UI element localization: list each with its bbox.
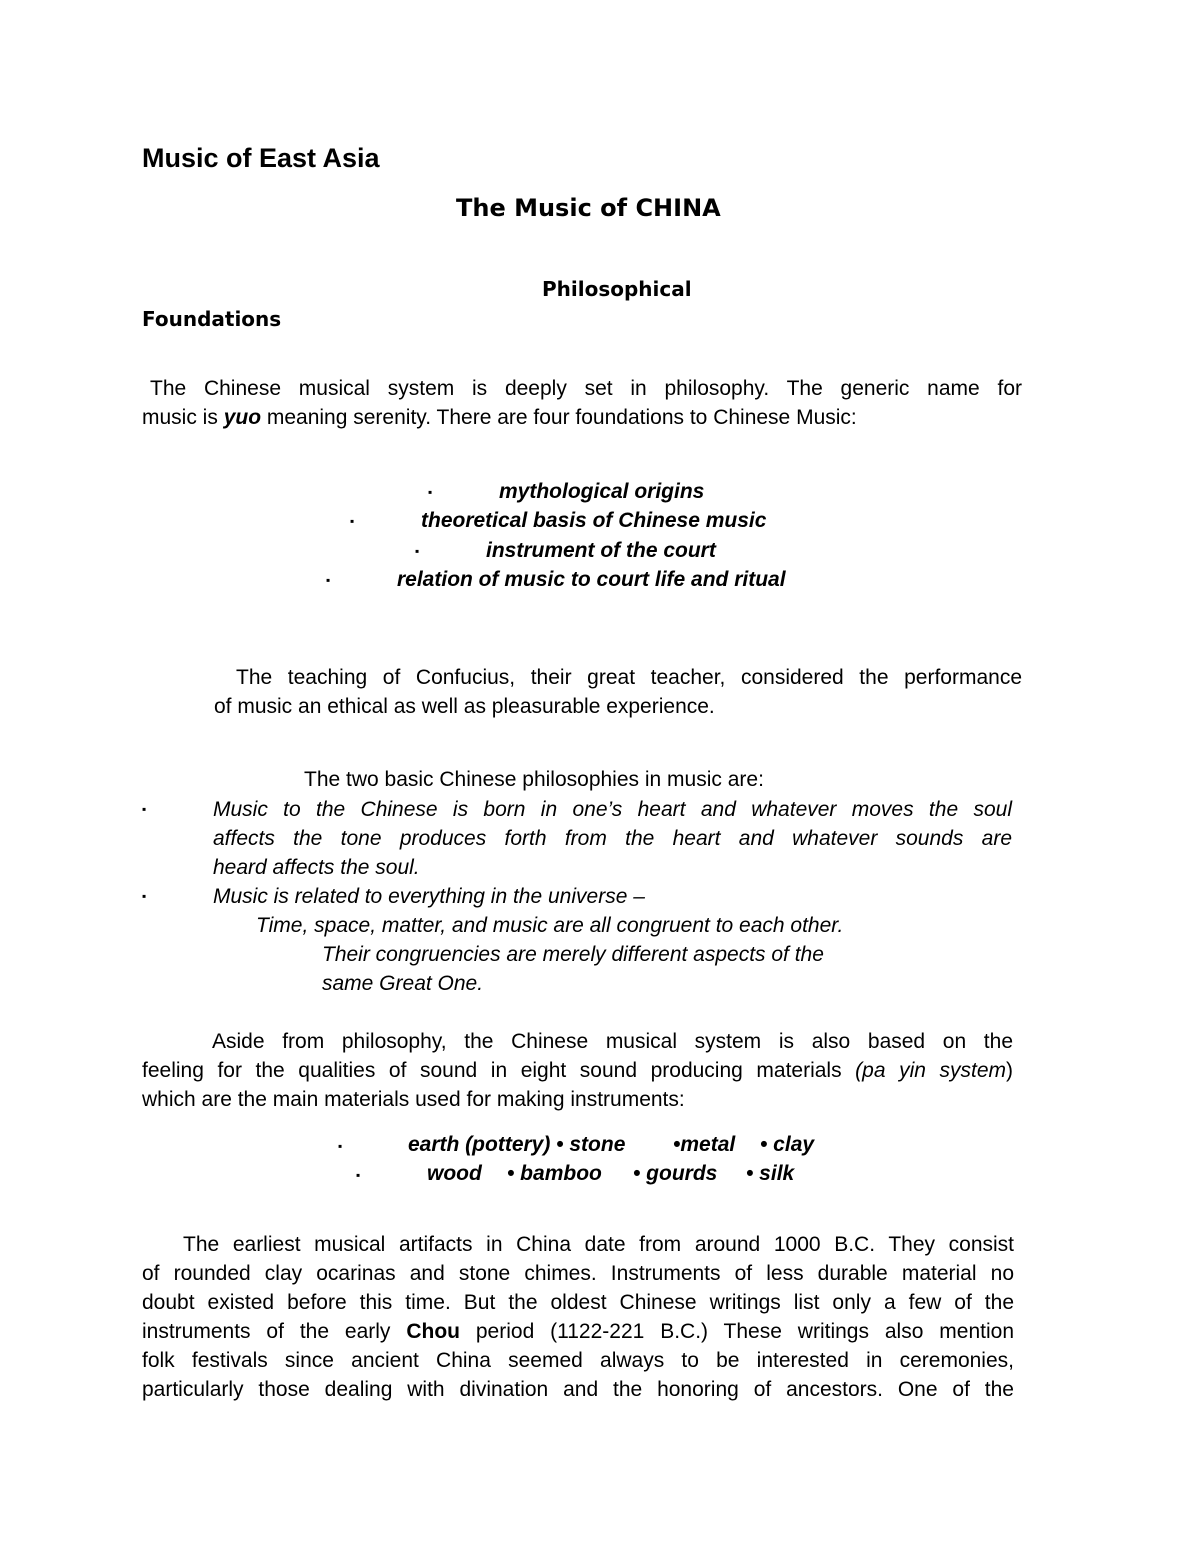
heading-foundations: Foundations <box>142 307 282 331</box>
bullet-icon: ▪ <box>428 485 433 499</box>
materials-line-3: which are the main materials used for making instruments: <box>142 1088 685 1111</box>
materials-line-2: feeling for the qualities of sound in eight sound producing materials (pa yin system) <box>142 1059 1013 1082</box>
history-line-1: The earliest musical artifacts in China date from around 1000 B.C. They consist <box>183 1233 1014 1256</box>
material-item: wood <box>427 1162 482 1185</box>
intro-paragraph <box>142 374 1022 432</box>
philosophies-intro: The two basic Chinese philosophies in music are: <box>304 768 764 791</box>
material-item: • gourds <box>633 1162 718 1185</box>
heading-philosophical: Philosophical <box>542 277 692 301</box>
confucius-paragraph <box>214 663 1022 721</box>
history-line-6: particularly those dealing with divination and the honoring of ancestors. One of the <box>142 1378 1014 1401</box>
bullet-icon: ▪ <box>356 1168 361 1182</box>
bullet-icon: ▪ <box>142 889 147 903</box>
document-title: Music of East Asia <box>142 143 380 173</box>
term-pa-yin: (pa yin system <box>855 1059 1006 1082</box>
term-chou: Chou <box>406 1320 460 1343</box>
philosophy-item-1: Music to the Chinese is born in one’s heart and whatever moves the soul affects the tone produces forth from the heart and whatever sounds are heard affects the soul. <box>213 798 1012 879</box>
history-line-5: folk festivals since ancient China seemed always to be interested in ceremonies, <box>142 1349 1014 1372</box>
term-yuo: yuo <box>223 406 262 429</box>
history-line-4: instruments of the early Chou period (1122-221 B.C.) These writings also mention <box>142 1320 1014 1343</box>
material-item: • silk <box>746 1162 795 1185</box>
foundation-item: theoretical basis of Chinese music <box>421 509 767 532</box>
foundation-item: relation of music to court life and ritual <box>397 568 786 591</box>
materials-line-1: Aside from philosophy, the Chinese musical system is also based on the <box>212 1030 1013 1053</box>
foundation-item: instrument of the court <box>486 539 716 562</box>
history-line-2: of rounded clay ocarinas and stone chimes. Instruments of less durable material no <box>142 1262 1014 1285</box>
bullet-icon: ▪ <box>338 1139 343 1153</box>
materials-paragraph <box>142 1027 1013 1114</box>
section-title: The Music of CHINA <box>456 194 721 222</box>
confucius-line-1: The teaching of Confucius, their great teacher, considered the performance <box>236 666 1022 689</box>
bullet-icon: ▪ <box>415 544 420 558</box>
material-item: •metal <box>673 1133 736 1156</box>
intro-line-1: The Chinese musical system is deeply set in philosophy. The generic name for <box>150 377 1022 400</box>
material-item: earth (pottery) • stone <box>408 1133 626 1156</box>
confucius-line-2: of music an ethical as well as pleasurable experience. <box>214 695 715 718</box>
bullet-icon: ▪ <box>350 514 355 528</box>
bullet-icon: ▪ <box>142 802 147 816</box>
bullet-icon: ▪ <box>326 573 331 587</box>
intro-line-2: music is yuo meaning serenity. There are four foundations to Chinese Music: <box>142 406 857 429</box>
material-item: • clay <box>760 1133 815 1156</box>
material-item: • bamboo <box>507 1162 602 1185</box>
history-line-3: doubt existed before this time. But the oldest Chinese writings list only a few of the <box>142 1291 1014 1314</box>
history-paragraph <box>142 1230 1014 1404</box>
foundation-item: mythological origins <box>499 480 705 503</box>
philosophy-item-2: Music is related to everything in the universe – Time, space, matter, and music are all congruent to each other. Their congruencies are merely different aspects of the same Great One. <box>213 885 844 995</box>
